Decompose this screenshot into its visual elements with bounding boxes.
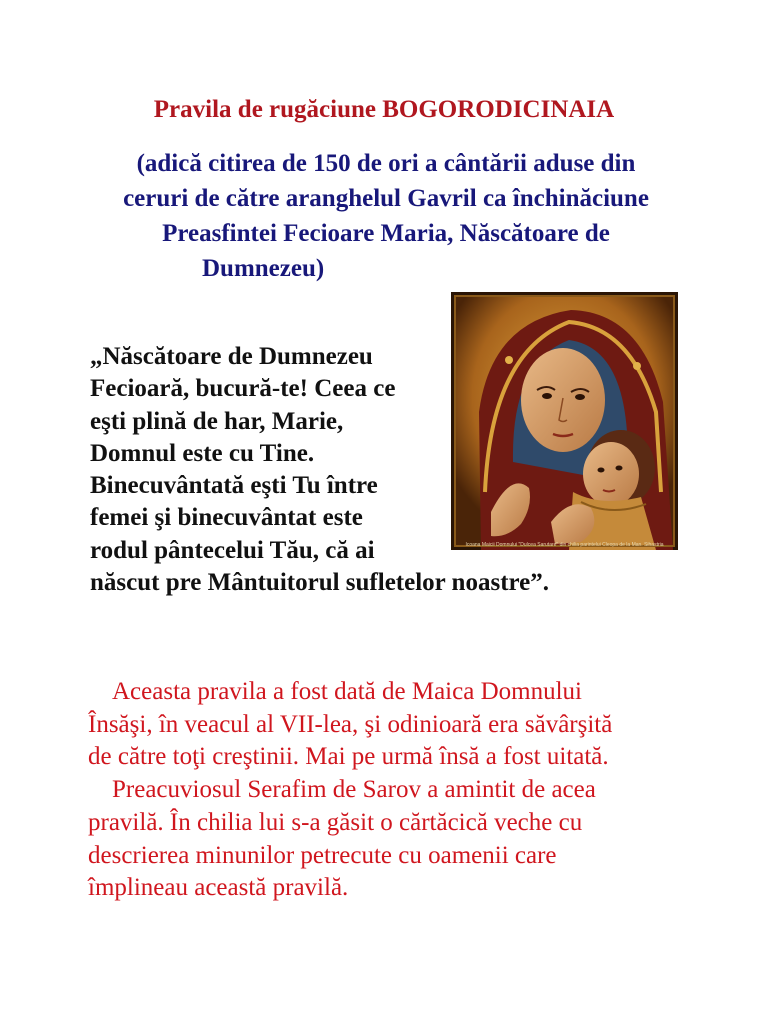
document-title: Pravila de rugăciune BOGORODICINAIA bbox=[153, 96, 615, 123]
prayer-line: Domnul este cu Tine. bbox=[90, 439, 315, 467]
prayer-line: născut pre Mântuitorul sufletelor noastre”. bbox=[90, 569, 550, 597]
icon-caption: Icoana Maicii Domnului "Dulcea Sarutare" din chilia parintelui Cleopa de la Man. Sihastria bbox=[465, 542, 664, 548]
prayer-line: Binecuvântată eşti Tu între bbox=[90, 472, 378, 500]
history-line: pravilă. În chilia lui s-a găsit o cărtăcică veche cu bbox=[88, 808, 583, 836]
theotokos-icon-image bbox=[451, 292, 678, 550]
history-line: Aceasta pravila a fost dată de Maica Domnului bbox=[112, 678, 582, 705]
history-line: de către toţi creştinii. Mai pe urmă însă a fost uitată. bbox=[88, 743, 609, 771]
subtitle bbox=[96, 146, 676, 286]
icon-painting bbox=[451, 292, 678, 550]
prayer-line: femei şi binecuvântat este bbox=[90, 504, 363, 532]
subtitle-line: ceruri de către aranghelul Gavril ca închinăciune bbox=[123, 185, 649, 212]
prayer-line: „Născătoare de Dumnezeu bbox=[90, 343, 373, 370]
history-line: împlineau această pravilă. bbox=[88, 874, 349, 902]
subtitle-line: Preasfintei Fecioare Maria, Născătoare de bbox=[162, 220, 610, 247]
history-line: Însăşi, în veacul al VII-lea, şi odinioară era săvârşită bbox=[88, 710, 613, 738]
history-line: descrierea minunilor petrecute cu oamenii care bbox=[88, 841, 557, 869]
subtitle-line: (adică citirea de 150 de ori a cântării aduse din bbox=[136, 150, 636, 177]
prayer-line: eşti plină de har, Marie, bbox=[90, 407, 344, 435]
history-line: Preacuviosul Serafim de Sarov a amintit de acea bbox=[112, 776, 596, 804]
history-paragraph bbox=[88, 676, 612, 905]
prayer-line: rodul pântecelui Tău, că ai bbox=[90, 536, 375, 564]
prayer-line: Fecioară, bucură-te! Ceea ce bbox=[90, 375, 396, 403]
subtitle-line: Dumnezeu) bbox=[202, 255, 325, 282]
